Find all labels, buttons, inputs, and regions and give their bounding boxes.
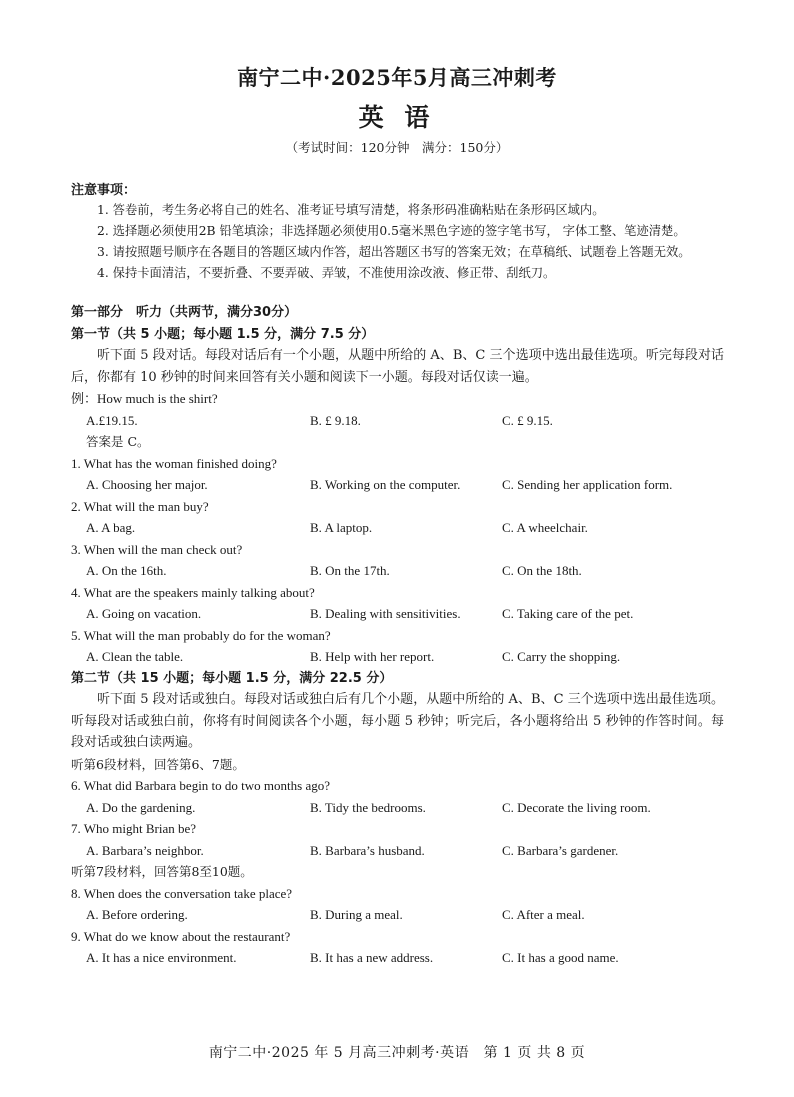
- option-c: C. Sending her application form.: [502, 477, 673, 492]
- option-b: B. Help with her report.: [310, 649, 435, 664]
- option-c: C. Barbara’s gardener.: [502, 842, 619, 858]
- option-c: C. Taking care of the pet.: [502, 606, 634, 621]
- option-b: B. On the 17th.: [310, 563, 390, 578]
- notice-item: 1. 答卷前，考生务必将自己的姓名、准考证号填写清楚，将条形码准确粘贴在条形码区域内。: [97, 203, 605, 217]
- option-a: A. Going on vacation.: [86, 606, 202, 621]
- option-a: A. Before ordering.: [86, 907, 188, 922]
- example-answer: 答案是 C。: [86, 434, 150, 449]
- option-a: A. Choosing her major.: [86, 477, 208, 492]
- option-a: A. Barbara’s neighbor.: [86, 842, 204, 858]
- notice-item: 2. 选择题必须使用2B 铅笔填涂；非选择题必须使用0.5毫米黑色字迹的签字笔书写， 字体工整、笔迹清楚。: [97, 224, 686, 238]
- example-options: [71, 410, 724, 432]
- option-b: B. During a meal.: [310, 907, 403, 922]
- subject-title: 英 语: [358, 103, 436, 132]
- option-a: A. A bag.: [86, 520, 136, 535]
- option-a: A. It has a nice environment.: [86, 950, 237, 965]
- option-b: B. Working on the computer.: [310, 477, 461, 492]
- option-c: C. Decorate the living room.: [502, 799, 651, 815]
- option-a: A. Do the gardening.: [86, 799, 196, 815]
- option-c: C. It has a good name.: [502, 950, 619, 965]
- question-1: 1. What has the woman finished doing?: [71, 455, 277, 471]
- page-footer: 南宁二中·2025 年 5 月高三冲刺考·英语 第 1 页 共 8 页: [208, 1045, 586, 1061]
- exam-title: 南宁二中·2025年5月高三冲刺考: [237, 65, 557, 90]
- notice-title: 注意事项：: [71, 182, 137, 197]
- option-c: C. On the 18th.: [502, 563, 582, 578]
- option-c: C. £ 9.15.: [502, 412, 553, 428]
- question-6-options: [71, 797, 724, 819]
- option-b: B. Barbara’s husband.: [310, 842, 425, 858]
- question-2: 2. What will the man buy?: [71, 498, 209, 514]
- option-a: A. Clean the table.: [86, 649, 184, 664]
- option-c: C. After a meal.: [502, 907, 585, 922]
- question-3-options: [71, 560, 724, 582]
- question-9-options: [71, 947, 724, 969]
- question-7-options: [71, 840, 724, 862]
- question-6: 6. What did Barbara begin to do two months ago?: [71, 778, 330, 793]
- question-9: 9. What do we know about the restaurant?: [71, 928, 291, 944]
- section1-title: 第一节（共 5 小题；每小题 1.5 分，满分 7.5 分）: [71, 326, 375, 342]
- question-2-options: [71, 517, 724, 539]
- question-8-options: [71, 904, 724, 926]
- question-5: 5. What will the man probably do for the woman?: [71, 627, 331, 643]
- exam-content: [71, 180, 724, 969]
- option-b: B. Dealing with sensitivities.: [310, 606, 461, 621]
- question-8: 8. When does the conversation take place?: [71, 885, 293, 901]
- example-question: 例：How much is the shirt?: [71, 391, 218, 406]
- material-6-note: 听第6段材料，回答第6、7题。: [71, 756, 245, 772]
- option-b: B. Tidy the bedrooms.: [310, 799, 426, 815]
- option-a: A.£19.15.: [86, 412, 138, 428]
- question-3: 3. When will the man check out?: [71, 541, 243, 557]
- part1-title: 第一部分 听力（共两节，满分30分）: [71, 305, 298, 320]
- question-1-options: [71, 474, 724, 496]
- material-7-note: 听第7段材料，回答第8至10题。: [71, 864, 253, 879]
- notice-item: 4. 保持卡面清洁，不要折叠、不要弄破、弄皱，不准使用涂改液、修正带、刮纸刀。: [97, 266, 556, 280]
- question-4: 4. What are the speakers mainly talking about?: [71, 584, 315, 600]
- section2-title: 第二节（共 15 小题；每小题 1.5 分，满分 22.5 分）: [71, 670, 393, 686]
- exam-info: （考试时间：120分钟 满分：150分）: [285, 140, 509, 155]
- option-c: C. Carry the shopping.: [502, 649, 621, 664]
- section1-instructions: 听下面 5 段对话。每段对话后有一个小题，从题中所给的 A、B、C 三个选项中选出最佳选项。听完每段对话后，你都有 10 秒钟的时间来回答有关小题和阅读下一小题。每段对话仅读一遍。: [71, 348, 724, 385]
- question-7: 7. Who might Brian be?: [71, 821, 197, 836]
- section2-instructions: 听下面 5 段对话或独白。每段对话或独白后有几个小题，从题中所给的 A、B、C 三个选项中选出最佳选项。听每段对话或独白前，你将有时间阅读各个小题，每小题 5 秒钟；听完后，各小题将给出 5 秒钟的作答时间。每段对话或独白读两遍。: [71, 692, 724, 750]
- option-b: B. It has a new address.: [310, 950, 434, 965]
- notice-item: 3. 请按照题号顺序在各题目的答题区域内作答，超出答题区书写的答案无效；在草稿纸、试题卷上答题无效。: [97, 245, 691, 259]
- question-5-options: [71, 646, 724, 668]
- question-4-options: [71, 603, 724, 625]
- option-b: B. A laptop.: [310, 520, 373, 535]
- option-c: C. A wheelchair.: [502, 520, 588, 535]
- spacer: [71, 284, 724, 302]
- option-b: B. £ 9.18.: [310, 412, 361, 428]
- option-a: A. On the 16th.: [86, 563, 167, 578]
